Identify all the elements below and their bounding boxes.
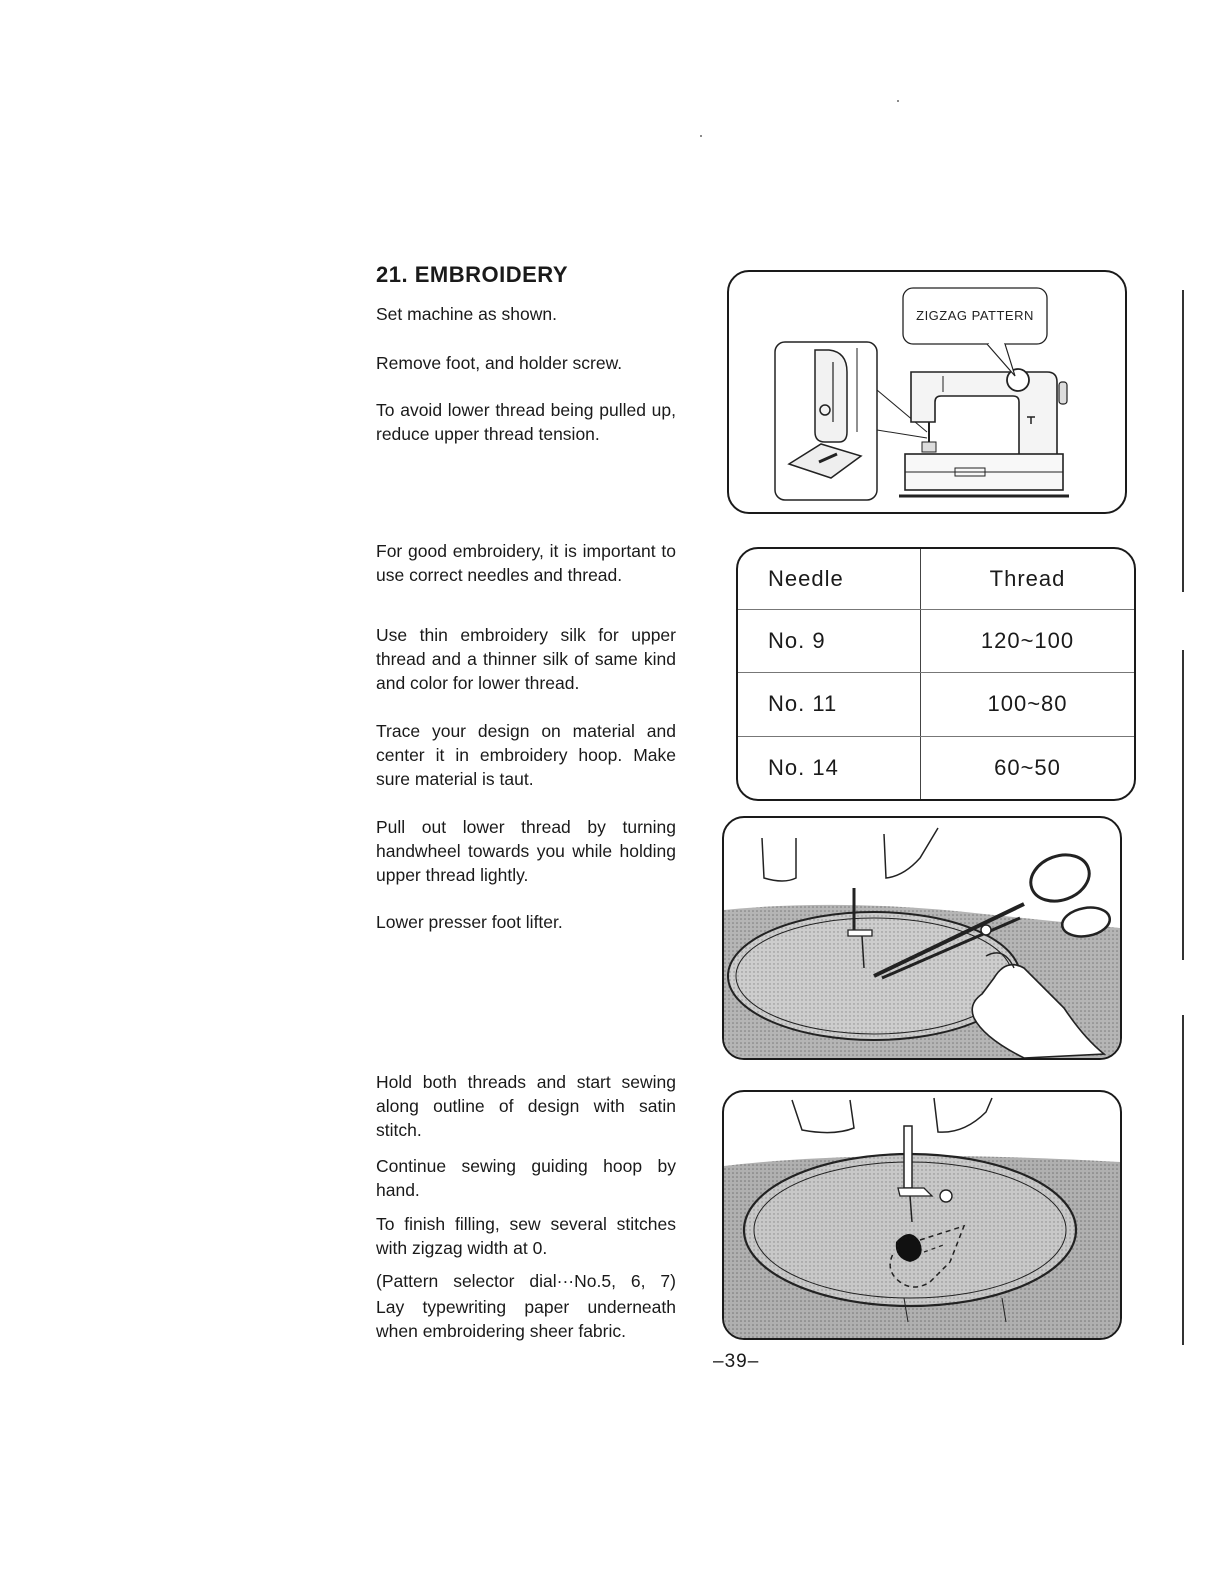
needle-size-cell: No. 11: [738, 673, 921, 736]
scan-speck: [700, 135, 702, 137]
machine-setup-figure: [727, 270, 1127, 514]
zigzag-pattern-label: ZIGZAG PATTERN: [916, 308, 1034, 323]
header-thread: Thread: [921, 549, 1135, 610]
instruction-guide-hoop: Continue sewing guiding hoop by hand.: [376, 1156, 676, 1200]
instruction-finish-filling: To finish filling, sew several stitches with zigzag width at 0.: [376, 1214, 676, 1258]
scissors-hoop-figure: [722, 816, 1122, 1060]
needle-thread-table: [736, 547, 1136, 801]
section-title: 21. EMBROIDERY: [376, 262, 569, 287]
table-header-row: [738, 549, 1134, 610]
instruction-set-machine: Set machine as shown.: [376, 304, 557, 324]
scan-edge-line: [1182, 290, 1184, 592]
scan-edge-line: [1182, 650, 1184, 960]
scissors-hoop-illustration: [724, 818, 1120, 1058]
machine-setup-illustration: [729, 272, 1125, 512]
table-row: [738, 610, 1134, 673]
instruction-tension: To avoid lower thread being pulled up, reduce upper thread tension.: [376, 400, 676, 444]
instruction-typewriting-paper: Lay typewriting paper underneath when embroidering sheer fabric.: [376, 1297, 676, 1341]
satin-stitch-illustration: [724, 1092, 1120, 1338]
thread-size-cell: 60~50: [994, 754, 1061, 780]
instruction-lower-presser: Lower presser foot lifter.: [376, 912, 563, 932]
instruction-pull-lower-thread: Pull out lower thread by turning handwheel towards you while holding upper thread lightly.: [376, 817, 676, 885]
instruction-needles: For good embroidery, it is important to use correct needles and thread.: [376, 541, 676, 585]
header-needle: Needle: [738, 549, 921, 610]
needle-size-cell: No. 14: [738, 736, 921, 799]
thread-size-cell: 120~100: [921, 610, 1135, 673]
instruction-remove-foot: Remove foot, and holder screw.: [376, 353, 623, 373]
instruction-hold-threads: Hold both threads and start sewing along outline of design with satin stitch.: [376, 1072, 676, 1140]
instruction-pattern-selector: (Pattern selector dial···No.5, 6, 7): [376, 1271, 676, 1291]
scan-edge-line: [1182, 1015, 1184, 1345]
thread-size-cell: 100~80: [921, 673, 1135, 736]
instruction-silk-thread: Use thin embroidery silk for upper thread and a thinner silk of same kind and color for lower thread.: [376, 625, 676, 693]
page-number: –39–: [713, 1351, 760, 1372]
instruction-trace-design: Trace your design on material and center it in embroidery hoop. Make sure material is taut.: [376, 721, 676, 789]
table-row: [738, 736, 1134, 799]
table-row: [738, 673, 1134, 736]
needle-size-cell: No. 9: [738, 610, 921, 673]
satin-stitch-figure: [722, 1090, 1122, 1340]
scan-speck: [897, 100, 899, 102]
